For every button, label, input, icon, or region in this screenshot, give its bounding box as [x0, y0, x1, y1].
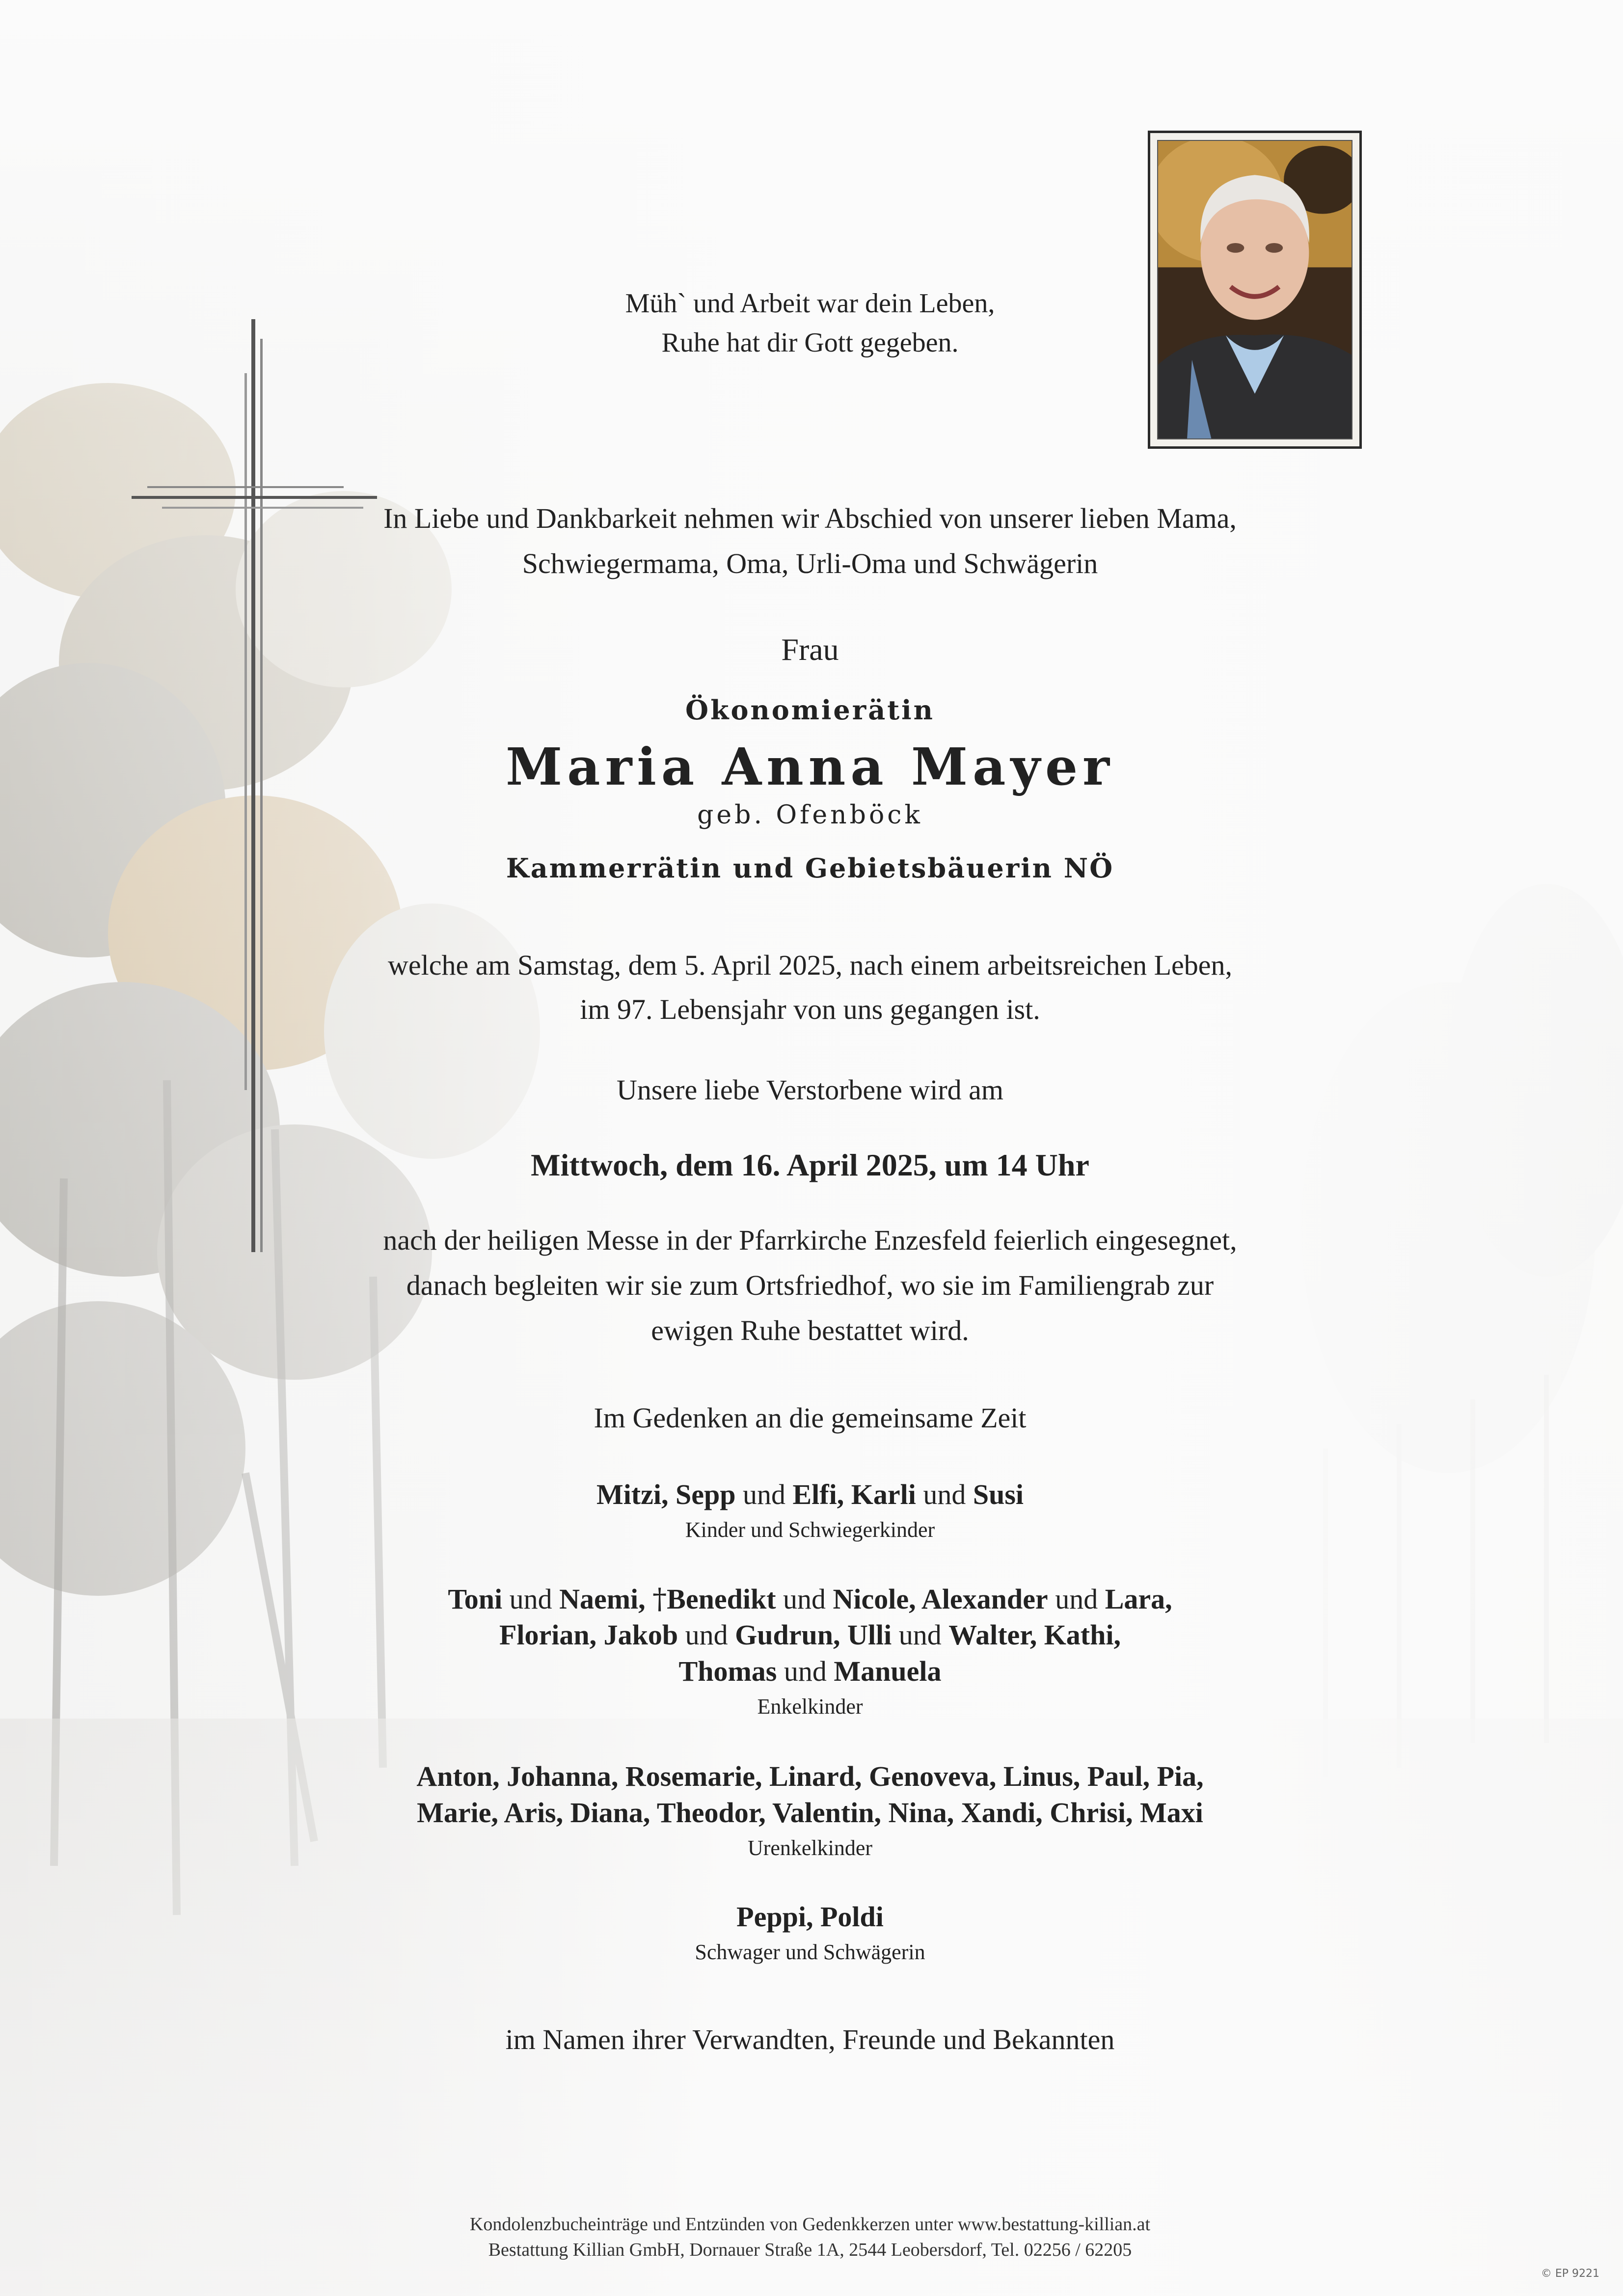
grandchildren-row-2: [344, 1618, 1276, 1651]
funeral-intro: Unsere liebe Verstorbene wird am: [616, 1074, 1004, 1106]
in-laws-names: Peppi, Poldi: [736, 1901, 884, 1933]
children-label: Kinder und Schwiegerkinder: [685, 1518, 935, 1542]
in-laws-label: Schwager und Schwägerin: [695, 1940, 925, 1964]
deceased-honor: Kammerrätin und Gebietsbäuerin NÖ: [506, 852, 1114, 884]
great-grandchildren-label: Urenkelkinder: [747, 1836, 873, 1860]
grandchild-name: Toni: [448, 1583, 503, 1615]
funeral-line-2: danach begleiten wir sie zum Ortsfriedhof, wo sie im Familiengrab zur: [406, 1269, 1214, 1301]
deceased-cross-icon: †: [652, 1582, 667, 1615]
grandchild-name: Naemi,: [559, 1583, 646, 1615]
memory-line: Im Gedenken an die gemeinsame Zeit: [594, 1402, 1027, 1434]
great-grandchildren-line-1: Anton, Johanna, Rosemarie, Linard, Genoveva, Linus, Paul, Pia,: [416, 1760, 1204, 1792]
deceased-title: Ökonomierätin: [685, 694, 935, 726]
funeral-line-3: ewigen Ruhe bestattet wird.: [651, 1314, 969, 1346]
children-name: Elfi, Karli: [792, 1478, 916, 1510]
footer-line-1: Kondolenzbucheinträge und Entzünden von Gedenkkerzen unter www.bestattung-killian.at: [469, 2214, 1151, 2235]
connector: und: [892, 1619, 949, 1651]
intro-line-2: Schwiegermama, Oma, Urli-Oma und Schwägerin: [522, 547, 1098, 579]
footer-line-2: Bestattung Killian GmbH, Dornauer Straße 1A, 2544 Leobersdorf, Tel. 02256 / 62205: [488, 2240, 1132, 2260]
grandchild-name: Benedikt: [667, 1583, 776, 1615]
intro-line-1: In Liebe und Dankbarkeit nehmen wir Abschied von unserer lieben Mama,: [383, 502, 1237, 534]
grandchild-name: Lara,: [1105, 1583, 1172, 1615]
great-grandchildren-line-2: Marie, Aris, Diana, Theodor, Valentin, Nina, Xandi, Chrisi, Maxi: [417, 1797, 1203, 1829]
birth-name: geb. Ofenböck: [697, 800, 923, 830]
children-name: Mitzi, Sepp: [596, 1478, 736, 1510]
motto-line-2: Ruhe hat dir Gott gegeben.: [661, 328, 959, 358]
grandchild-name: Walter, Kathi,: [948, 1619, 1121, 1651]
funeral-date: Mittwoch, dem 16. April 2025, um 14 Uhr: [531, 1148, 1089, 1182]
death-line-1: welche am Samstag, dem 5. April 2025, nach einem arbeitsreichen Leben,: [387, 949, 1233, 981]
connector: und: [678, 1619, 735, 1651]
connector: und: [777, 1655, 834, 1687]
connector: und: [502, 1583, 560, 1615]
grandchild-name: Thomas: [678, 1655, 777, 1687]
connector: und: [776, 1583, 833, 1615]
grandchild-name: Gudrun, Ulli: [735, 1619, 892, 1651]
grandchildren-row-1: [344, 1582, 1276, 1615]
death-line-2: im 97. Lebensjahr von uns gegangen ist.: [580, 993, 1040, 1025]
connector: und: [735, 1478, 793, 1510]
grandchild-name: Nicole, Alexander: [833, 1583, 1048, 1615]
print-code: © EP 9221: [1541, 2268, 1599, 2280]
grandchild-name: Manuela: [834, 1655, 942, 1687]
grandchild-name: Florian, Jakob: [499, 1619, 678, 1651]
grandchildren-row-3: [344, 1655, 1276, 1688]
funeral-line-1: nach der heiligen Messe in der Pfarrkirche Enzesfeld feierlich eingesegnet,: [383, 1224, 1237, 1256]
connector: und: [916, 1478, 973, 1510]
salutation: Frau: [781, 632, 839, 667]
deceased-name: Maria Anna Mayer: [506, 737, 1114, 797]
grandchildren-label: Enkelkinder: [757, 1695, 863, 1719]
children-name: Susi: [973, 1478, 1024, 1510]
closing-line: im Namen ihrer Verwandten, Freunde und Bekannten: [505, 2023, 1115, 2055]
connector: und: [1048, 1583, 1105, 1615]
motto-line-1: Müh` und Arbeit war dein Leben,: [625, 288, 995, 319]
children-names: [344, 1478, 1276, 1511]
